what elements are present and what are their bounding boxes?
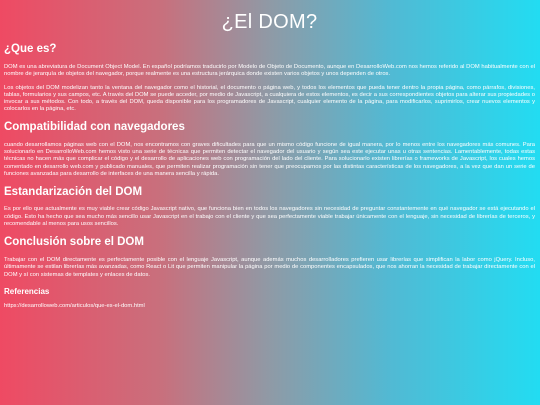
section-heading-referencias: Referencias xyxy=(4,287,50,297)
section-conclusion xyxy=(4,235,535,279)
section-heading-conclusion: Conclusión sobre el DOM xyxy=(4,236,144,249)
section-heading-compatibilidad: Compatibilidad con navegadores xyxy=(4,120,185,133)
page-title: ¿El DOM? xyxy=(221,11,318,33)
paragraph-conclusion: Trabajar con el DOM directamente es perfectamente posible con el lenguaje Javascript, aunque además muchos desarrolladores prefieren usar librerías que simplifican la labor como jQuery. Incluso, últimamente se estilan librerías más avanzadas, como React o Lit que permiten manipular la página por medio de componentes encapsulados, que nos ahorran la necesidad de trabajar directamente con el DOM y sí con sistemas de templates y enlaces de datos. xyxy=(4,257,535,278)
paragraph-que-es-2: Los objetos del DOM modelizan tanto la ventana del navegador como el historial, el documento o página web, y todos los elementos que pueda tener dentro la propia página, como párrafos, divisiones, tablas, formularios y sus campos, etc. A través del DOM se puede acceder, por medio de Javascript, a cualquiera de estos elementos, es decir a sus correspondientes objetos para alterar sus propiedades o invocar a sus métodos. Con todo, a través del DOM, queda disponible para los programadores de Javascript, cualquier elemento de la página, para modificarlos, suprimirlos, crear nuevos elementos y colocarlos en la página, etc. xyxy=(4,84,535,113)
paragraph-estandarizacion: Es por ello que actualmente es muy viable crear código Javascript nativo, que funciona bien en todos los navegadores sin necesidad de preguntar constantemente en qué navegador se está ejecutando el código. Esto ha hecho que sea mucho más sencillo usar Javascript en el trabajo con el cliente y que sea perfectamente viable trabajar únicamente con el lenguaje, sin necesidad de librerías de terceros, y recomendable al menos para usos sencillos. xyxy=(4,206,535,227)
section-que-es xyxy=(4,42,535,114)
section-heading-estandarizacion: Estandarización del DOM xyxy=(4,186,143,199)
section-referencias xyxy=(4,287,535,310)
reference-link[interactable]: https://desarrolloweb.com/articulos/que-es-el-dom.html xyxy=(4,303,145,310)
section-compatibilidad xyxy=(4,120,535,178)
section-estandarizacion xyxy=(4,185,535,228)
paragraph-que-es-1: DOM es una abreviatura de Document Object Model. En español podríamos traducirlo por Modelo de Objeto de Documento, aunque en DesarrolloWeb.com nos hemos referido al DOM habitualmente con el nombre de jerarquía de objetos del navegador, porque realmente es una estructura jerárquica donde existen varios objetos y unos dependen de otros. xyxy=(4,64,535,78)
paragraph-compatibilidad: cuando desarrollamos páginas web con el DOM, nos encontramos con graves dificultades para que un mismo código funcione de igual manera, por lo menos entre los navegadores más comunes. Para solucionarlo en DesarrolloWeb.com hemos visto una serie de técnicas que permiten detectar el navegador del usuario y según sea este ejecutar unas u otras sentencias. Lamentablemente, todas estas técnicas no hacen más que complicar el código y el desarrollo de aplicaciones web con programación del lado del cliente. Para solucionarlo existen librerías o frameworks de Javascript, los cuales hemos comentado en desarrollo web.com y publicado manuales, que permiten realizar programación sin tener que preocuparnos por las distintas características de los navegadores, a la vez que dan un serie de funciones avanzadas para desarrollo de interfaces de una manera sencilla y rápida. xyxy=(4,141,535,177)
section-heading-que-es: ¿Que es? xyxy=(4,43,57,55)
